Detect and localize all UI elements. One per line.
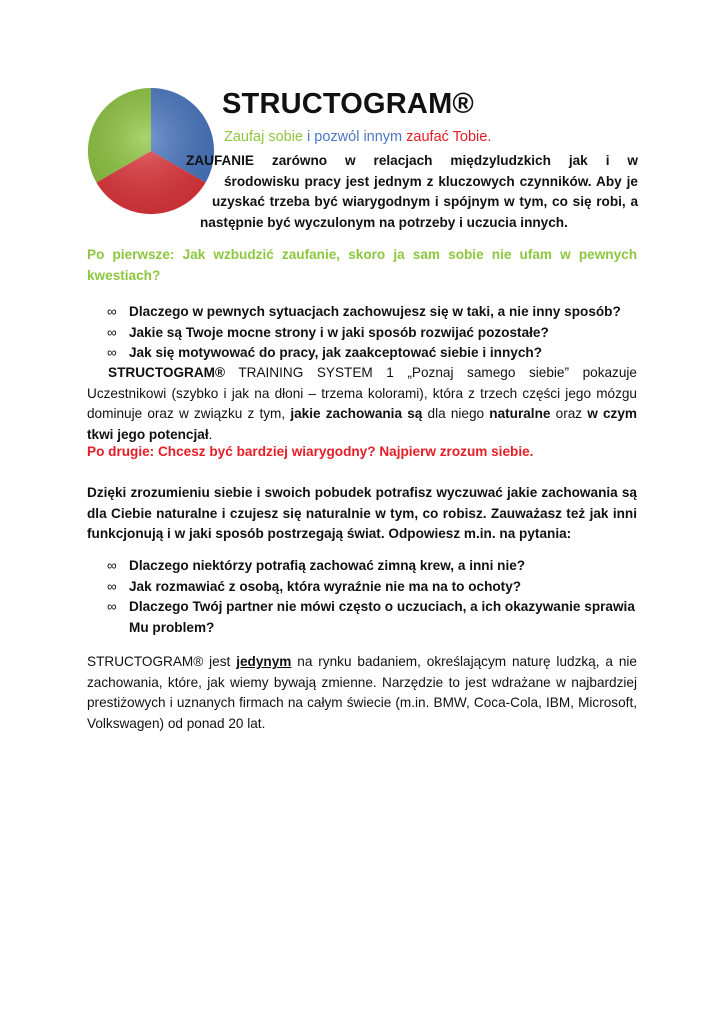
paragraph-bold-2: naturalne — [489, 406, 551, 421]
intro-line-3: uzyskać trzeba być wiarygodnym i spójnym w tym, co się robi, a — [212, 194, 638, 209]
closing-text-2: na rynku badaniem, określającym naturę ludzką, a nie zachowania, które, jak wiemy bywają zmienne. Narzędzie to jest wdrażane w najbardziej prestiżowych i uznanych firmach na całym świecie (m.in. BMW, Coca-Cola, IBM, Microsoft, Volkswagen) od ponad 20 lat. — [87, 654, 637, 731]
intro-line-4: następnie być wyczulonym na potrzeby i uczucia innych. — [200, 214, 568, 230]
list-item — [107, 556, 642, 577]
infinity-bullet-icon: ∞ — [107, 599, 117, 614]
infinity-bullet-icon: ∞ — [107, 558, 117, 573]
tagline — [224, 129, 491, 145]
list-item-text: Dlaczego niektórzy potrafią zachować zimną krew, a inni nie? — [129, 558, 526, 573]
list-item-text: Dlaczego Twój partner nie mówi często o uczuciach, a ich okazywanie sprawia Mu problem? — [129, 599, 635, 635]
list-item-text: Jak rozmawiać z osobą, która wyraźnie nie ma na to ochoty? — [129, 578, 522, 594]
tagline-part-2: i pozwól — [307, 129, 360, 145]
paragraph-text-4: . — [208, 426, 213, 442]
infinity-bullet-icon: ∞ — [107, 304, 117, 319]
list-item — [107, 597, 642, 638]
list-item-text: Jakie są Twoje mocne strony i w jaki sposób rozwijać pozostałe? — [129, 324, 549, 340]
section2-bullets — [107, 556, 642, 638]
paragraph-text-3: oraz — [550, 406, 588, 421]
intro-line-2: środowisku pracy jest jednym z kluczowych czynników. Aby je — [224, 173, 638, 189]
intro-line-1 — [186, 151, 638, 172]
intro-paragraph — [186, 151, 638, 233]
infinity-bullet-icon: ∞ — [107, 324, 117, 340]
list-item — [107, 343, 642, 364]
list-item — [107, 577, 642, 598]
paragraph-bold-1: jakie zachowania są — [290, 406, 423, 421]
paragraph-bold-3: w czym tkwi jego potencjał — [87, 406, 638, 442]
closing-underlined: jedynym — [236, 654, 292, 669]
tagline-part-4: zaufać Tobie. — [406, 129, 492, 145]
intro-strong: ZAUFANIE — [186, 153, 254, 168]
infinity-bullet-icon: ∞ — [107, 578, 117, 594]
section1-heading: Po pierwsze: Jak wzbudzić zaufanie, skoro ja sam sobie nie ufam w pewnych kwestiach? — [87, 247, 637, 283]
section1-paragraph — [87, 363, 637, 445]
list-item-text: Jak się motywować do pracy, jak zaakceptować siebie i innych? — [129, 345, 543, 360]
list-item — [107, 302, 642, 323]
section2-heading: Po drugie: Chcesz być bardziej wiarygodny? Najpierw zrozum siebie. — [87, 444, 534, 459]
paragraph-text-2: dla niego — [422, 406, 490, 421]
infinity-bullet-icon: ∞ — [107, 345, 117, 360]
list-item — [107, 323, 642, 344]
closing-text-1: STRUCTOGRAM® jest — [87, 654, 237, 669]
closing-paragraph — [87, 652, 637, 734]
section1-bullets — [107, 302, 642, 364]
brand-name: STRUCTOGRAM® — [108, 365, 226, 380]
tagline-part-3: innym — [363, 129, 403, 145]
section2-paragraph: Dzięki zrozumieniu siebie i swoich pobudek potrafisz wyczuwać jakie zachowania są dla Ciebie naturalne i czujesz się naturalnie w tym, co robisz. Zauważasz też jak inni funkcjonują i w jaki sposób postrzegają świat. Odpowiesz m.in. na pytania: — [87, 485, 637, 541]
tagline-part-1: Zaufaj sobie — [224, 129, 303, 145]
intro-line-1-text: zarówno w relacjach międzyludzkich jak i w — [271, 153, 638, 168]
page-title: STRUCTOGRAM® — [222, 88, 475, 120]
paragraph-text-1: TRAINING SYSTEM 1 „Poznaj samego siebie” pokazuje Uczestnikowi (szybko i jak na dłoni – trzema kolorami), która z trzech części jego mózgu dominuje oraz w związku z tym, — [87, 365, 637, 421]
list-item-text: Dlaczego w pewnych sytuacjach zachowujesz się w taki, a nie inny sposób? — [129, 304, 621, 319]
